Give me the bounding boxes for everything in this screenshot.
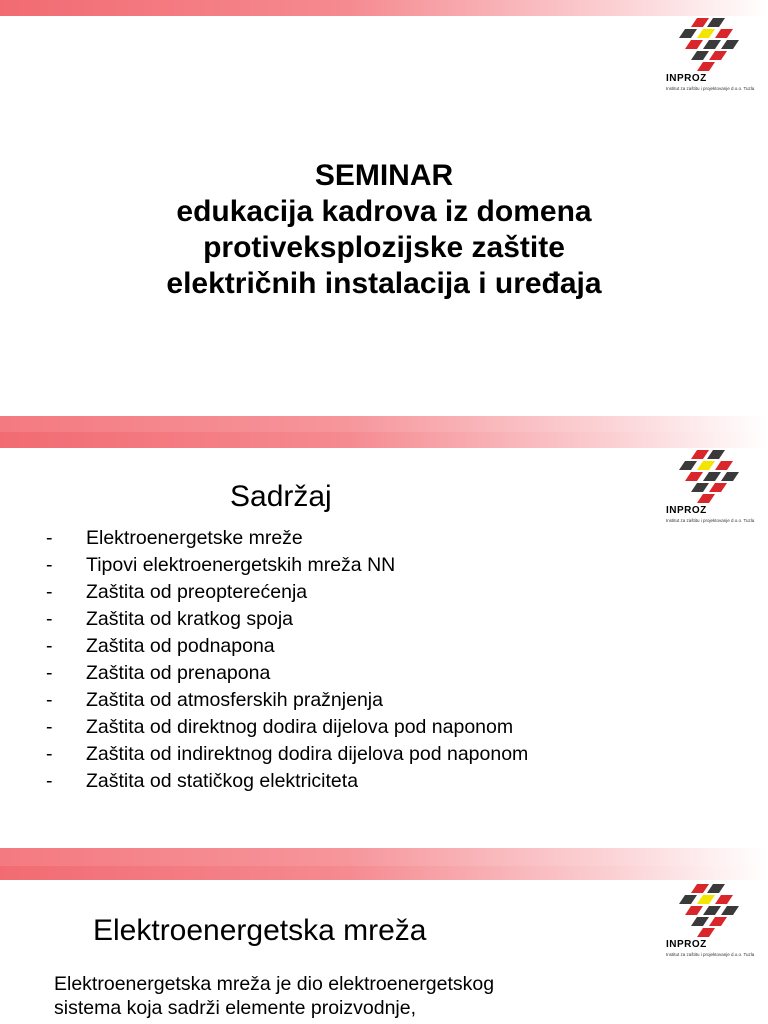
inproz-logo-icon (679, 450, 739, 504)
list-item: - Zaštita od preopterećenja (46, 581, 308, 603)
list-item: - Zaštita od statičkog elektriciteta (46, 770, 359, 792)
logo-tagline: Institut za zaštitu i projektovanje d.o.o. Tuzla (666, 86, 755, 91)
inproz-logo (654, 884, 764, 957)
title-line-4: električnih instalacija i uređaja (166, 267, 602, 300)
inproz-logo (654, 450, 764, 523)
list-item: - Zaštita od kratkog spoja (46, 608, 294, 630)
section-heading: Elektroenergetska mreža (93, 914, 427, 947)
list-item: - Zaštita od prenapona (46, 662, 271, 684)
inproz-logo-icon (679, 884, 739, 938)
top-band (0, 432, 768, 448)
top-band (0, 0, 768, 16)
body-line-2: sistema koja sadrži elemente proizvodnje, (54, 997, 417, 1019)
body-line-1: Elektroenergetska mreža je dio elektroenergetskog (54, 973, 495, 995)
logo-brand: INPROZ (666, 73, 707, 84)
list-item: - Tipovi elektroenergetskih mreža NN (46, 554, 396, 576)
list-item: - Zaštita od indirektnog dodira dijelova pod naponom (46, 743, 529, 765)
list-item: - Zaštita od atmosferskih pražnjenja (46, 689, 383, 711)
inproz-logo (654, 18, 764, 91)
title-line-3: protiveksplozijske zaštite (203, 231, 565, 264)
divider-band (0, 416, 768, 432)
logo-tagline: Institut za zaštitu i projektovanje d.o.o. Tuzla (666, 952, 755, 957)
list-item: - Zaštita od direktnog dodira dijelova pod naponom (46, 716, 514, 738)
slide-title (0, 0, 768, 416)
title-line-1: SEMINAR (314, 159, 454, 192)
inproz-logo-icon (679, 18, 739, 72)
contents-heading: Sadržaj (230, 480, 332, 513)
slide-power-network (0, 866, 768, 1024)
section-body (54, 972, 614, 1020)
slide-contents (0, 432, 768, 848)
list-item: - Elektroenergetske mreže (46, 527, 303, 549)
seminar-title (0, 158, 768, 302)
logo-brand: INPROZ (666, 939, 707, 950)
list-item: - Zaštita od podnapona (46, 635, 275, 657)
divider-band (0, 848, 768, 866)
logo-tagline: Institut za zaštitu i projektovanje d.o.o. Tuzla (666, 518, 755, 523)
logo-brand: INPROZ (666, 505, 707, 516)
title-line-2: edukacija kadrova iz domena (176, 195, 592, 228)
top-band (0, 866, 768, 880)
contents-list (46, 525, 528, 795)
